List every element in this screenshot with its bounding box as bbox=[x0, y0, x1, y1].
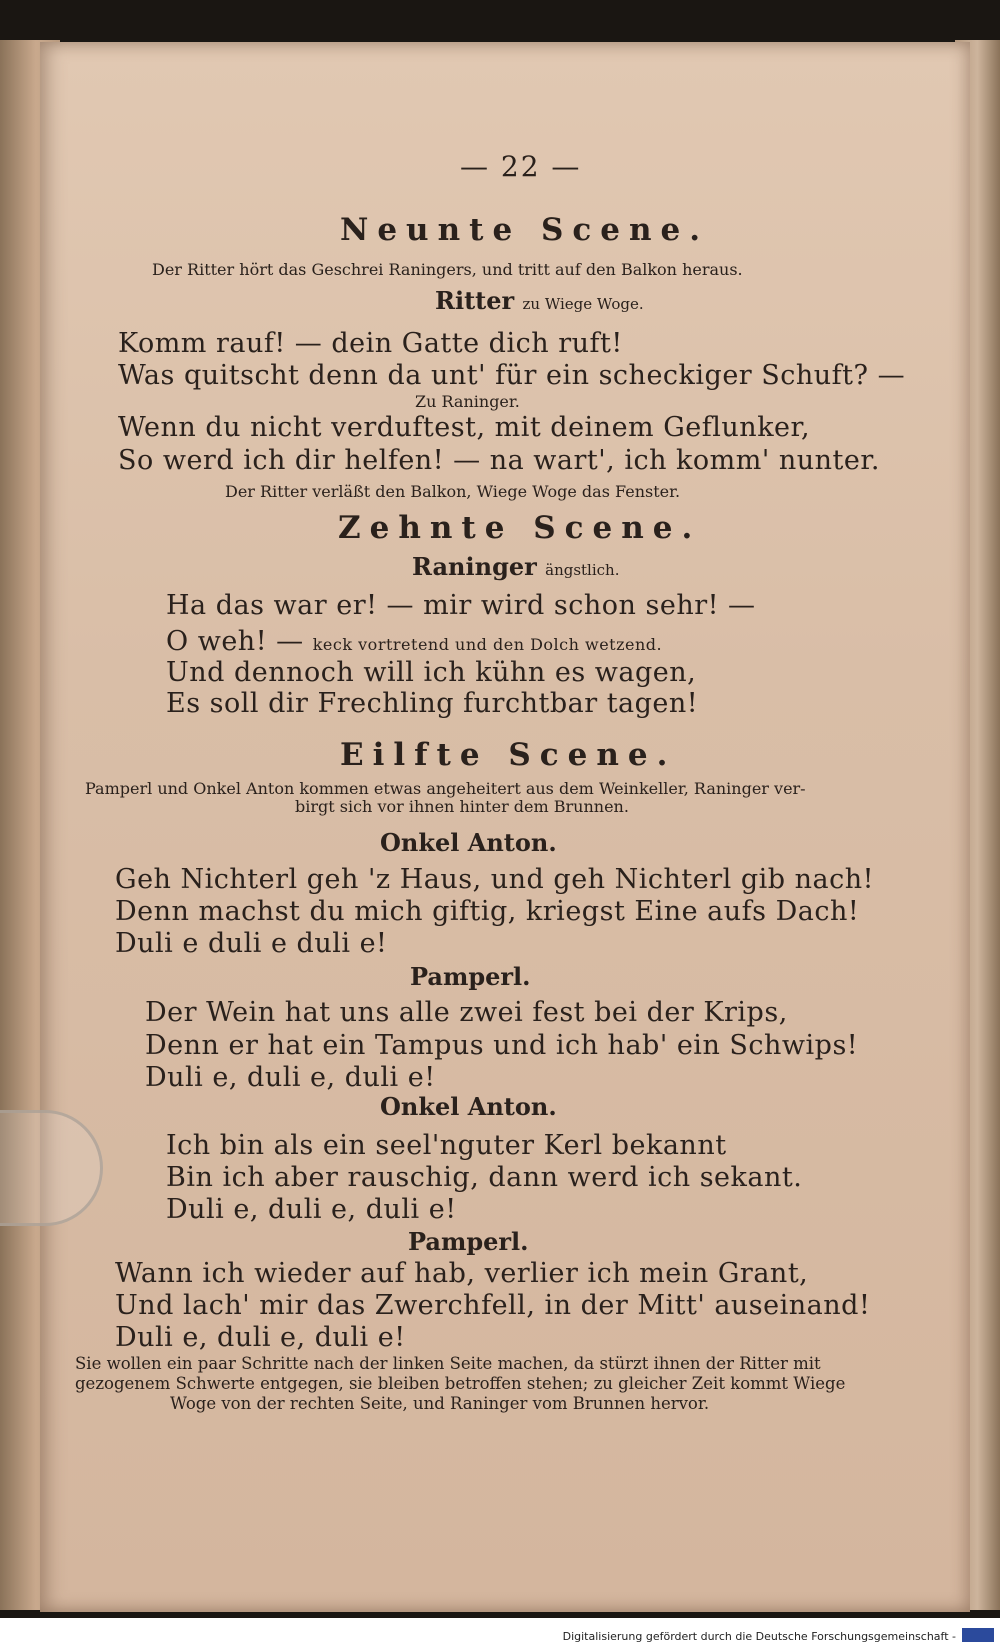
verse-line: So werd ich dir helfen! — na wart', ich komm' nunter. bbox=[118, 445, 880, 476]
speaker-name: Ritter bbox=[435, 286, 515, 315]
verse-line: Wenn du nicht verduftest, mit deinem Geflunker, bbox=[118, 412, 811, 443]
speaker-pamperl: Pamperl. bbox=[410, 962, 531, 991]
dfg-logo bbox=[962, 1628, 994, 1642]
verse-line: Duli e, duli e, duli e! bbox=[166, 1194, 457, 1225]
verse-line: Duli e duli e duli e! bbox=[115, 928, 388, 959]
verse-line: Duli e, duli e, duli e! bbox=[145, 1062, 436, 1093]
stage-direction: Der Ritter verläßt den Balkon, Wiege Woge das Fenster. bbox=[225, 482, 681, 501]
speaker-pamperl: Pamperl. bbox=[408, 1227, 529, 1256]
verse-line: Ha das war er! — mir wird schon sehr! — bbox=[166, 590, 756, 621]
speaker-ritter bbox=[435, 286, 644, 315]
verse-line: Denn er hat ein Tampus und ich hab' ein Schwips! bbox=[145, 1030, 859, 1061]
speaker-onkel-anton: Onkel Anton. bbox=[380, 828, 557, 857]
verse-line: Und lach' mir das Zwerchfell, in der Mitt' auseinand! bbox=[115, 1290, 871, 1321]
book-page bbox=[40, 42, 970, 1612]
verse-line: Geh Nichterl geh 'z Haus, und geh Nichterl gib nach! bbox=[115, 864, 874, 895]
verse-line: Denn machst du mich giftig, kriegst Eine aufs Dach! bbox=[115, 896, 860, 927]
verse-line: Was quitscht denn da unt' für ein scheckiger Schuft? — bbox=[118, 360, 906, 391]
speaker-onkel-anton: Onkel Anton. bbox=[380, 1092, 557, 1121]
speaker-aside: ängstlich. bbox=[545, 561, 620, 579]
stage-direction: Pamperl und Onkel Anton kommen etwas angeheitert aus dem Weinkeller, Raninger ver- bbox=[85, 779, 806, 798]
speaker-raninger bbox=[412, 552, 619, 581]
stage-direction: Zu Raninger. bbox=[415, 392, 520, 411]
verse-line: Und dennoch will ich kühn es wagen, bbox=[166, 657, 697, 688]
stage-direction: Der Ritter hört das Geschrei Raningers, und tritt auf den Balkon heraus. bbox=[152, 260, 743, 279]
verse-text: O weh! — bbox=[166, 626, 304, 657]
stage-direction: Woge von der rechten Seite, und Raninger vom Brunnen hervor. bbox=[170, 1394, 710, 1413]
verse-line: Es soll dir Frechling furchtbar tagen! bbox=[166, 688, 699, 719]
stage-direction: gezogenem Schwerte entgegen, sie bleiben betroffen stehen; zu gleicher Zeit kommt Wiege bbox=[75, 1374, 846, 1393]
stage-direction: Sie wollen ein paar Schritte nach der linken Seite machen, da stürzt ihnen der Ritter mit bbox=[75, 1354, 821, 1373]
stage-direction: birgt sich vor ihnen hinter dem Brunnen. bbox=[295, 797, 629, 816]
verse-line bbox=[166, 626, 662, 657]
verse-line: Bin ich aber rauschig, dann werd ich sekant. bbox=[166, 1162, 803, 1193]
verse-line: Duli e, duli e, duli e! bbox=[115, 1322, 406, 1353]
speaker-name: Raninger bbox=[412, 552, 537, 581]
page-number: — 22 — bbox=[460, 150, 582, 183]
inline-stage-direction: keck vortretend und den Dolch wetzend. bbox=[312, 635, 663, 654]
verse-line: Wann ich wieder auf hab, verlier ich mein Grant, bbox=[115, 1258, 809, 1289]
verse-line: Komm rauf! — dein Gatte dich ruft! bbox=[118, 328, 623, 359]
verse-line: Der Wein hat uns alle zwei fest bei der Krips, bbox=[145, 997, 788, 1028]
scene-title-zehnte: Zehnte Scene. bbox=[338, 510, 702, 546]
funding-credit: Digitalisierung gefördert durch die Deutsche Forschungsgemeinschaft - bbox=[562, 1630, 956, 1643]
speaker-aside: zu Wiege Woge. bbox=[522, 295, 644, 313]
verse-line: Ich bin als ein seel'nguter Kerl bekannt bbox=[166, 1130, 727, 1161]
scene-title-eilfte: Eilfte Scene. bbox=[340, 737, 677, 773]
scene-title-neunte: Neunte Scene. bbox=[340, 212, 710, 248]
